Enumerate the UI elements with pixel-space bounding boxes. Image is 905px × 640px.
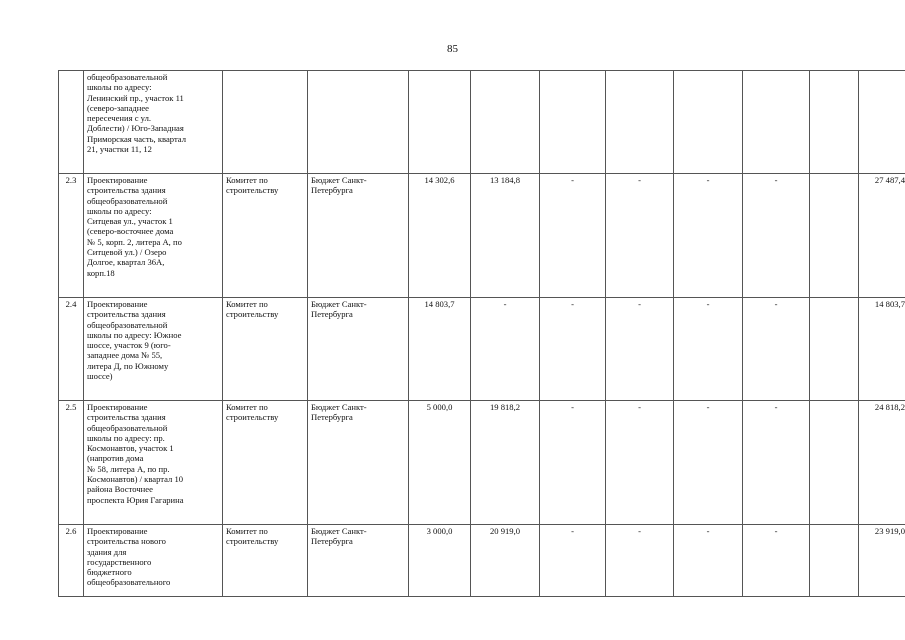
amount-cell bbox=[409, 71, 471, 174]
empty-cell bbox=[810, 298, 859, 401]
total-cell: 14 803,7 bbox=[859, 298, 905, 401]
page-number: 85 bbox=[447, 43, 458, 55]
empty-cell bbox=[810, 525, 859, 597]
funding-source-cell bbox=[308, 71, 409, 174]
empty-cell bbox=[810, 174, 859, 298]
empty-cell bbox=[810, 71, 859, 174]
amount-cell: - bbox=[674, 174, 743, 298]
amount-cell: 14 803,7 bbox=[409, 298, 471, 401]
amount-cell: - bbox=[743, 174, 810, 298]
table-row bbox=[59, 71, 905, 174]
amount-cell: - bbox=[674, 525, 743, 597]
project-name-cell: Проектирование строительства здания общеобразовательной школы по адресу: Южное шоссе, участок 9 (юго- западнее дома № 55, литера Д, по Южному шоссе) bbox=[84, 298, 223, 401]
amount-cell bbox=[540, 71, 606, 174]
executor-cell: Комитет по строительству bbox=[223, 174, 308, 298]
amount-cell: 14 302,6 bbox=[409, 174, 471, 298]
amount-cell: - bbox=[540, 525, 606, 597]
amount-cell: - bbox=[606, 298, 674, 401]
total-cell: 23 919,0 bbox=[859, 525, 905, 597]
amount-cell: - bbox=[743, 298, 810, 401]
table-row bbox=[59, 298, 905, 401]
executor-cell: Комитет по строительству bbox=[223, 525, 308, 597]
total-cell: 27 487,4 bbox=[859, 174, 905, 298]
amount-cell: 3 000,0 bbox=[409, 525, 471, 597]
project-name-cell: Проектирование строительства здания общеобразовательной школы по адресу: Ситцевая ул., участок 1 (северо-восточнее дома № 5, корп. 2, литера А, по Ситцевой ул.) / Озеро Долгое, квартал 36А, корп.18 bbox=[84, 174, 223, 298]
row-number-cell: 2.4 bbox=[59, 298, 84, 401]
amount-cell bbox=[674, 71, 743, 174]
amount-cell: - bbox=[606, 174, 674, 298]
executor-cell: Комитет по строительству bbox=[223, 401, 308, 525]
executor-cell: Комитет по строительству bbox=[223, 298, 308, 401]
amount-cell: - bbox=[606, 401, 674, 525]
amount-cell bbox=[743, 71, 810, 174]
amount-cell bbox=[606, 71, 674, 174]
amount-cell: - bbox=[606, 525, 674, 597]
amount-cell: - bbox=[674, 298, 743, 401]
amount-cell: - bbox=[674, 401, 743, 525]
amount-cell: - bbox=[540, 298, 606, 401]
row-number-cell: 2.3 bbox=[59, 174, 84, 298]
project-name-cell: общеобразовательной школы по адресу: Ленинский пр., участок 11 (северо-западнее пересечения с ул. Доблести) / Юго-Западная Приморская часть, квартал 21, участки 11, 12 bbox=[84, 71, 223, 174]
funding-source-cell: Бюджет Санкт- Петербурга bbox=[308, 298, 409, 401]
row-number-cell: 2.5 bbox=[59, 401, 84, 525]
amount-cell: - bbox=[540, 401, 606, 525]
funding-source-cell: Бюджет Санкт- Петербурга bbox=[308, 174, 409, 298]
amount-cell: - bbox=[540, 174, 606, 298]
amount-cell: 13 184,8 bbox=[471, 174, 540, 298]
empty-cell bbox=[810, 401, 859, 525]
funding-source-cell: Бюджет Санкт- Петербурга bbox=[308, 401, 409, 525]
amount-cell bbox=[471, 71, 540, 174]
amount-cell: 5 000,0 bbox=[409, 401, 471, 525]
total-cell: 24 818,2 bbox=[859, 401, 905, 525]
amount-cell: 19 818,2 bbox=[471, 401, 540, 525]
amount-cell: - bbox=[471, 298, 540, 401]
project-name-cell: Проектирование строительства нового здания для государственного бюджетного общеобразовательного bbox=[84, 525, 223, 597]
row-number-cell: 2.6 bbox=[59, 525, 84, 597]
amount-cell: 20 919,0 bbox=[471, 525, 540, 597]
amount-cell: - bbox=[743, 525, 810, 597]
table-row bbox=[59, 525, 905, 597]
executor-cell bbox=[223, 71, 308, 174]
program-table bbox=[58, 70, 905, 597]
table-row bbox=[59, 401, 905, 525]
project-name-cell: Проектирование строительства здания общеобразовательной школы по адресу: пр. Космонавтов, участок 1 (напротив дома № 58, литера А, по пр. Космонавтов) / квартал 10 района Восточнее проспекта Юрия Гагарина bbox=[84, 401, 223, 525]
funding-source-cell: Бюджет Санкт- Петербурга bbox=[308, 525, 409, 597]
amount-cell: - bbox=[743, 401, 810, 525]
row-number-cell bbox=[59, 71, 84, 174]
total-cell bbox=[859, 71, 905, 174]
table-row bbox=[59, 174, 905, 298]
